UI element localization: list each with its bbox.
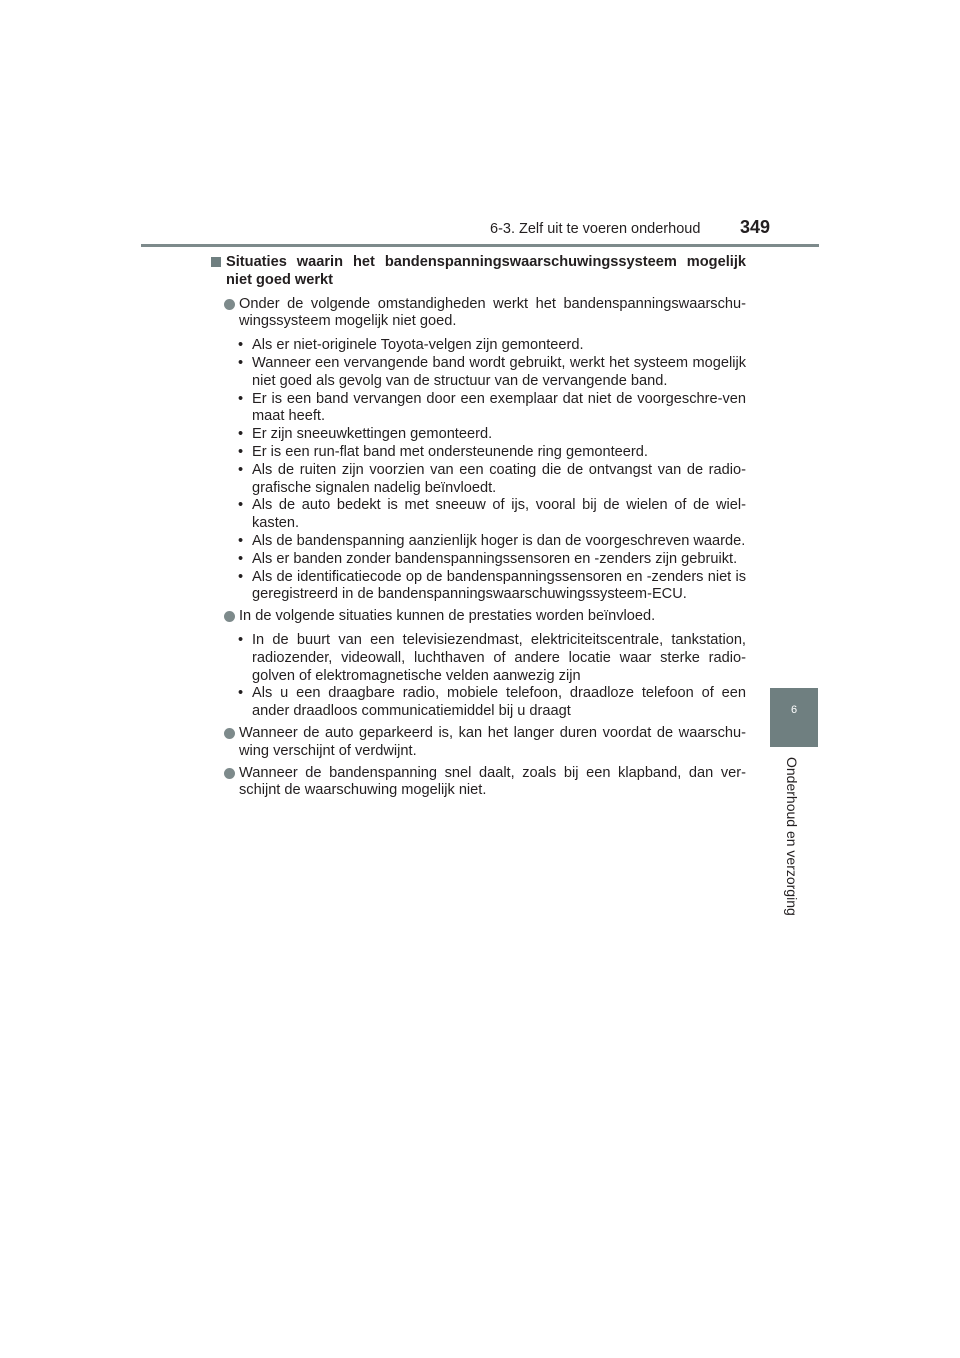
sub-list	[238, 337, 746, 604]
page-number: 349	[740, 217, 771, 237]
sub-item-text: Wanneer een vervangende band wordt gebruikt, werkt het systeem mogelijk niet goed als gevolg van de structuur van de vervangende band.	[252, 354, 746, 389]
bullet-icon: •	[238, 426, 244, 443]
header-divider	[141, 244, 819, 247]
bullet-icon: •	[238, 443, 244, 460]
sub-item-text: Als er banden zonder bandenspanningssensoren en -zenders zijn gebruikt.	[252, 550, 738, 567]
point-list	[210, 296, 746, 801]
sub-item-text: Als de auto bedekt is met sneeuw of ijs, vooral bij de wielen of de wiel-kasten.	[252, 497, 746, 532]
circle-bullet-icon	[224, 299, 235, 310]
chapter-tab	[770, 688, 818, 747]
point-item	[210, 608, 746, 626]
sub-item-text: Er is een run-flat band met ondersteunende ring gemonteerd.	[252, 443, 648, 460]
sub-item-text: Als u een draagbare radio, mobiele telefoon, draadloze telefoon of een ander draadloos communicatiemiddel bij u draagt	[252, 685, 746, 720]
bullet-icon: •	[238, 532, 244, 549]
sub-list-item	[238, 632, 746, 685]
bullet-icon: •	[238, 568, 244, 585]
sub-item-text: Als de bandenspanning aanzienlijk hoger is dan de voorgeschreven waarde.	[252, 532, 746, 549]
sub-item-text: Er zijn sneeuwkettingen gemonteerd.	[252, 426, 493, 443]
point-text: In de volgende situaties kunnen de prestaties worden beïnvloed.	[239, 608, 656, 625]
point-text: Onder de volgende omstandigheden werkt het bandenspanningswaarschu-wingssysteem mogelijk niet goed.	[239, 295, 746, 330]
main-content	[210, 254, 746, 800]
bullet-icon: •	[238, 337, 244, 354]
sub-list-item	[238, 426, 746, 444]
sub-item-text: Er is een band vervangen door een exemplaar dat niet de voorgeschre-ven maat heeft.	[252, 390, 746, 425]
chapter-number: 6	[790, 704, 798, 716]
point-item	[210, 296, 746, 332]
sub-list-item	[238, 497, 746, 533]
sub-list-item	[238, 355, 746, 391]
bullet-icon: •	[238, 354, 244, 371]
bullet-icon: •	[238, 550, 244, 567]
circle-bullet-icon	[224, 611, 235, 622]
sub-list	[238, 632, 746, 721]
heading-text: Situaties waarin het bandenspanningswaarschuwingssysteem mogelijk niet goed werkt	[226, 254, 746, 288]
square-bullet-icon	[211, 257, 221, 267]
sub-item-text: Als de identificatiecode op de bandenspanningssensoren en -zenders niet is geregistreerd in de bandenspanningswaarschuwingssysteem-ECU.	[252, 568, 746, 603]
point-text: Wanneer de auto geparkeerd is, kan het langer duren voordat de waarschu-wing verschijnt of verdwijnt.	[239, 724, 746, 759]
sub-list-item	[238, 337, 746, 355]
point-item	[210, 765, 746, 801]
point-text: Wanneer de bandenspanning snel daalt, zoals bij een klapband, dan ver-schijnt de waarschuwing mogelijk niet.	[239, 764, 746, 799]
sub-list-item	[238, 569, 746, 605]
bullet-icon: •	[238, 461, 244, 478]
sub-list-item	[238, 444, 746, 462]
sub-list-item	[238, 462, 746, 498]
bullet-icon: •	[238, 497, 244, 514]
circle-bullet-icon	[224, 768, 235, 779]
sub-item-text: In de buurt van een televisiezendmast, elektriciteitscentrale, tankstation, radiozender, videowall, luchthaven of andere locatie waar sterke radio-golven of elektromagnetische velden aanwezig zijn	[252, 631, 746, 684]
bullet-icon: •	[238, 390, 244, 407]
circle-bullet-icon	[224, 728, 235, 739]
section-title: 6-3. Zelf uit te voeren onderhoud	[490, 221, 701, 237]
point-item	[210, 725, 746, 761]
sub-item-text: Als de ruiten zijn voorzien van een coating die de ontvangst van de radio-grafische signalen nadelig beïnvloedt.	[252, 461, 746, 496]
chapter-title: Onderhoud en verzorging	[784, 757, 800, 916]
sub-item-text: Als er niet-originele Toyota-velgen zijn gemonteerd.	[252, 337, 584, 354]
bullet-icon: •	[238, 631, 244, 648]
sub-list-item	[238, 551, 746, 569]
sub-list-item	[238, 685, 746, 721]
sub-list-item	[238, 533, 746, 551]
section-heading	[210, 254, 746, 290]
bullet-icon: •	[238, 685, 244, 702]
sub-list-item	[238, 391, 746, 427]
